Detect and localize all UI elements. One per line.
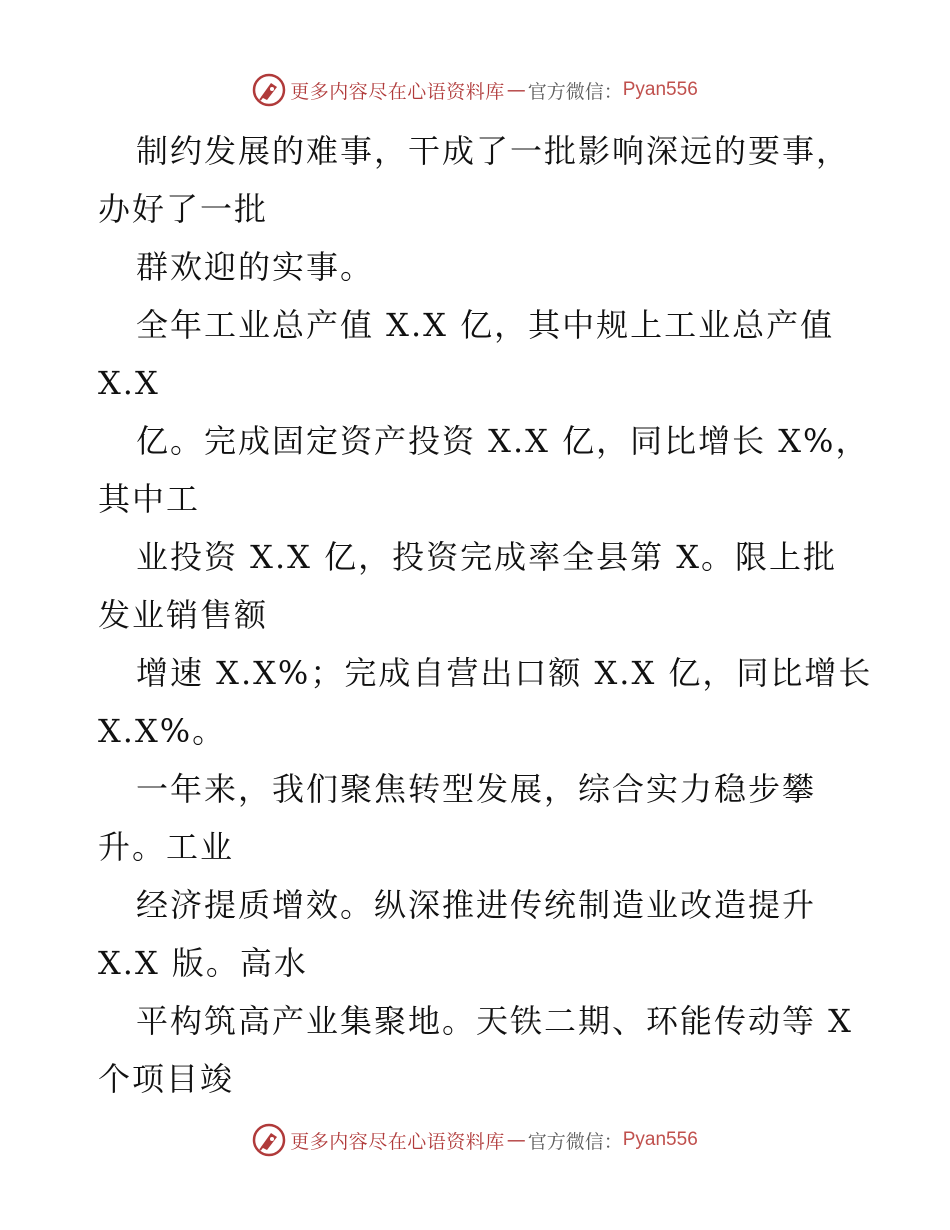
- text-line: 群欢迎的实事。: [136, 248, 375, 286]
- watermark-separator: —: [506, 1129, 526, 1151]
- text-line: 个项目竣: [98, 1060, 235, 1098]
- watermark-text: 更多内容尽在心语资料库: [290, 1130, 505, 1153]
- text-line: 制约发展的难事，干成了一批影响深远的要事，: [136, 132, 851, 170]
- pen-nib-logo-icon: [252, 1123, 286, 1157]
- text-line: X.X: [98, 364, 160, 402]
- watermark-id: Pyan556: [622, 79, 698, 100]
- text-line: X.X%。: [98, 712, 227, 750]
- text-line: 平构筑高产业集聚地。天铁二期、环能传动等 X: [136, 1002, 853, 1040]
- document-body: [98, 122, 898, 1108]
- watermark-label: 官方微信：: [527, 80, 623, 103]
- watermark-label: 官方微信：: [527, 1130, 623, 1153]
- text-line: 增速 X.X%；完成自营出口额 X.X 亿，同比增长: [136, 654, 873, 692]
- text-line: 其中工: [98, 480, 201, 518]
- text-line: X.X 版。高水: [98, 944, 308, 982]
- text-line: 一年来，我们聚焦转型发展，综合实力稳步攀: [136, 770, 817, 808]
- watermark-text: 更多内容尽在心语资料库: [290, 80, 505, 103]
- watermark-id: Pyan556: [622, 1129, 698, 1150]
- text-line: 办好了一批: [98, 190, 269, 228]
- pen-nib-logo-icon: [252, 73, 286, 107]
- text-line: 亿。完成固定资产投资 X.X 亿，同比增长 X%，: [136, 422, 870, 460]
- text-line: 全年工业总产值 X.X 亿，其中规上工业总产值: [136, 306, 835, 344]
- text-line: 业投资 X.X 亿，投资完成率全县第 X。限上批: [136, 538, 838, 576]
- text-line: 经济提质增效。纵深推进传统制造业改造提升: [136, 886, 817, 924]
- text-line: 升。工业: [98, 828, 235, 866]
- watermark-separator: —: [506, 79, 526, 101]
- watermark-header: [0, 70, 950, 110]
- watermark-footer: [0, 1120, 950, 1160]
- text-line: 发业销售额: [98, 596, 269, 634]
